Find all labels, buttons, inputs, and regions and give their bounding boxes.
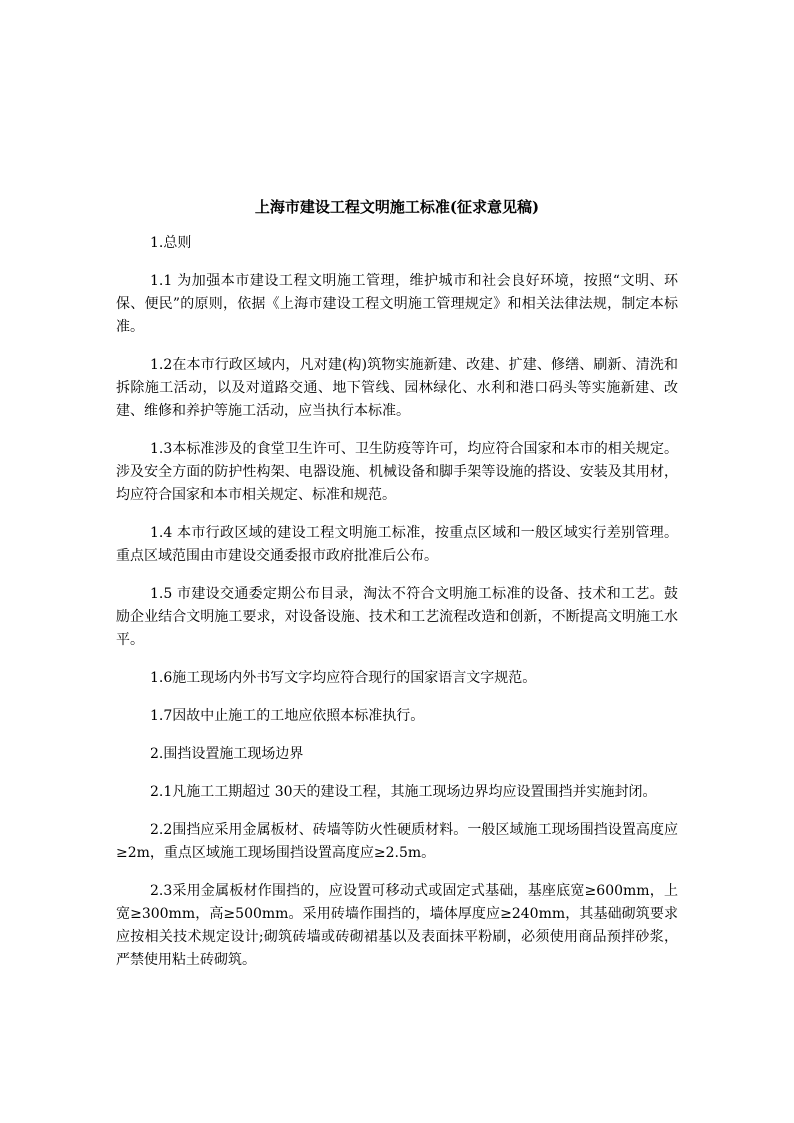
section-heading-general: 1.总则 <box>150 235 192 251</box>
paragraph-2-1: 2.1凡施工工期超过 30天的建设工程，其施工现场边界均应设置围挡并实施封闭。 <box>150 784 657 800</box>
paragraph-1-1: 1.1 为加强本市建设工程文明施工管理，维护城市和社会良好环境，按照“文明、环保、便民”的原则，依据《上海市建设工程文明施工管理规定》和相关法律法规，制定本标准。 <box>116 273 678 335</box>
paragraph-1-5: 1.5 市建设交通委定期公布目录，淘汰不符合文明施工标准的设备、技术和工艺。鼓励企业结合文明施工要求，对设备设施、技术和工艺流程改造和创新，不断提高文明施工水平。 <box>116 586 678 648</box>
paragraph-1-2: 1.2在本市行政区域内，凡对建(构)筑物实施新建、改建、扩建、修缮、刷新、清洗和拆除施工活动，以及对道路交通、地下管线、园林绿化、水利和港口码头等实施新建、改建、维修和养护等施工活动，应当执行本标准。 <box>116 357 678 419</box>
paragraph-1-6: 1.6施工现场内外书写文字均应符合现行的国家语言文字规范。 <box>150 670 537 686</box>
paragraph-1-7: 1.7因故中止施工的工地应依照本标准执行。 <box>150 708 425 724</box>
paragraph-1-3: 1.3本标准涉及的食堂卫生许可、卫生防疫等许可，均应符合国家和本市的相关规定。涉及安全方面的防护性构架、电器设施、机械设备和脚手架等设施的搭设、安装及其用材，均应符合国家和本市相关规定、标准和规范。 <box>116 441 678 503</box>
paragraph-2-2: 2.2围挡应采用金属板材、砖墙等防火性硬质材料。一般区域施工现场围挡设置高度应≥2m，重点区域施工现场围挡设置高度应≥2.5m。 <box>116 822 678 861</box>
paragraph-2-3: 2.3采用金属板材作围挡的，应设置可移动式或固定式基础，基座底宽≥600mm，上宽≥300mm，高≥500mm。采用砖墙作围挡的，墙体厚度应≥240mm，其基础砌筑要求应按相关技术规定设计;砌筑砖墙或砖砌裙基以及表面抹平粉刷，必须使用商品预拌砂浆，严禁使用粘土砖砌筑。 <box>116 883 678 968</box>
section-heading-hoarding: 2.围挡设置施工现场边界 <box>150 746 304 762</box>
document-body <box>116 196 678 987</box>
paragraph-1-4: 1.4 本市行政区域的建设工程文明施工标准，按重点区域和一般区域实行差别管理。重点区域范围由市建设交通委报市政府批准后公布。 <box>116 525 678 564</box>
document-title: 上海市建设工程文明施工标准(征求意见稿) <box>254 198 540 216</box>
